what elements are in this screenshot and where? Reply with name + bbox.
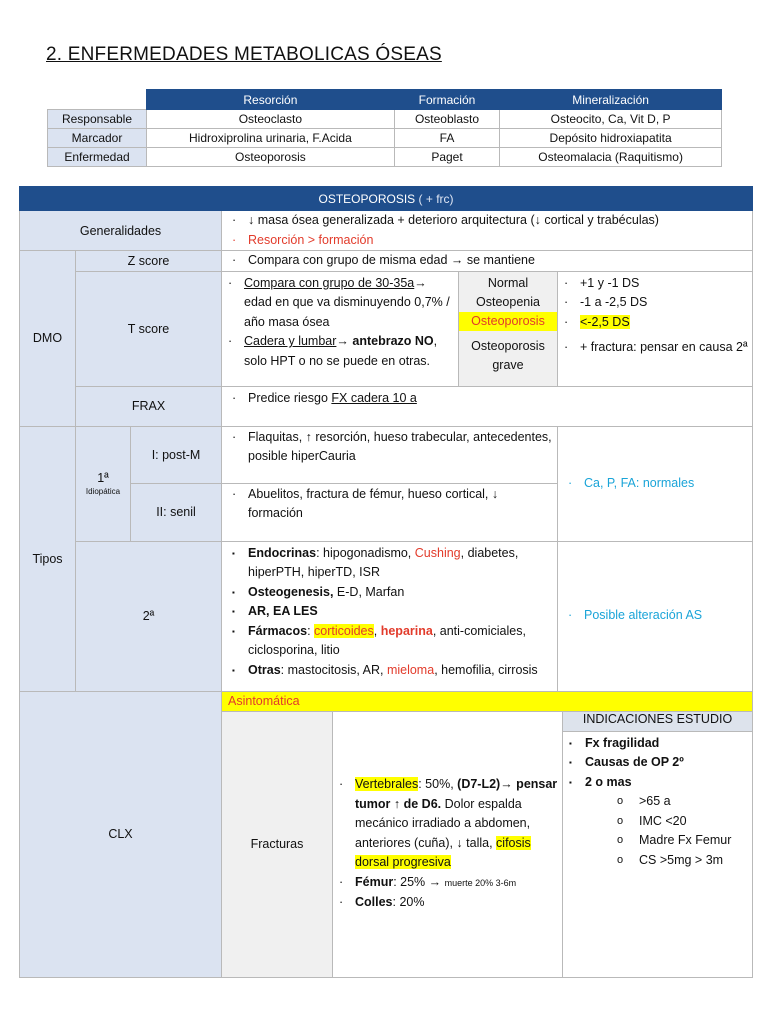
summary-cell: Osteoblasto [394, 110, 499, 129]
cushing-text: Cushing [414, 545, 461, 560]
fracturas-content [333, 712, 563, 977]
secondary-endocrinas [226, 544, 553, 583]
secondary-note: · Posible alteración AS [562, 606, 748, 626]
page-title: 2. ENFERMEDADES METABOLICAS ÓSEAS [46, 44, 442, 65]
tscore-label: T score [76, 271, 222, 386]
summary-row [48, 110, 722, 129]
secondary-ar [226, 602, 553, 622]
summary-cell: Osteomalacia (Raquitismo) [500, 148, 722, 167]
osteoporosis-title: OSTEOPOROSIS [318, 191, 416, 206]
clx-content [222, 711, 753, 977]
primary-label [76, 426, 131, 541]
tscore-cat-osteoporosis: Osteoporosis [459, 312, 557, 331]
senil-label: II: senil [131, 483, 222, 541]
summary-row-label: Marcador [48, 129, 147, 148]
summary-row [48, 148, 722, 167]
cifosis-text: cifosis dorsal progresiva [355, 835, 531, 870]
summary-cell: Depósito hidroxiapatita [500, 129, 722, 148]
summary-header-mineralizacion: Mineralización [500, 90, 722, 110]
vertebrales-desc: Dolor espalda mecánico irradiado a abdomen, anteriores (cuña), ↓ talla, [355, 796, 531, 850]
frax-label: FRAX [76, 386, 222, 426]
heparina-text: heparina [380, 623, 433, 638]
tscore-antebrazo: antebrazo NO [352, 334, 434, 348]
postm-content [222, 426, 558, 483]
tscore-cat-grave: Osteoporosis grave [471, 338, 545, 372]
endocrinas-rest: , diabetes, hiperPTH, hiperTD, ISR [248, 545, 519, 579]
summary-header-resorcion: Resorción [147, 90, 395, 110]
vertebrales-bold: (D7-L2)→ pensar tumor ↑ de D6. [355, 777, 558, 811]
indicacion-item: ▪ 2 o mas [563, 773, 752, 793]
colles-pct: : 20% [392, 895, 425, 910]
tipos-label: Tipos [20, 426, 76, 691]
zscore-line: · Compara con grupo de misma edad → se mantiene [226, 251, 748, 271]
fracturas-label: Fracturas [222, 712, 333, 977]
fractura-vertebral [333, 775, 558, 873]
otras-label: Otras [248, 662, 281, 677]
secondary-osteogenesis [226, 583, 553, 603]
farmacos-rest: , anti-comiciales, ciclosporina, litio [248, 623, 526, 657]
tscore-val: · + fractura: pensar en causa 2ª [558, 338, 752, 358]
primary-label-text: 1ª [97, 471, 109, 485]
otras-rest: , hemofilia, cirrosis [434, 662, 538, 677]
clx-label: CLX [20, 691, 222, 977]
senil-line: · Abuelitos, fractura de fémur, hueso cortical, ↓ formación [226, 485, 553, 524]
primary-sublabel: Idiopática [85, 487, 121, 496]
corticoides-text: corticoides [314, 623, 374, 638]
indicacion-subitem: o >65 a [563, 792, 752, 812]
secondary-otras [226, 661, 553, 681]
indicacion-subitem: o IMC <20 [563, 812, 752, 832]
tscore-content [222, 271, 753, 386]
indicacion-subitem: o CS >5mg > 3m [563, 851, 752, 871]
tscore-compare: Compara con grupo de 30-35a [244, 275, 415, 290]
frax-underlined: FX cadera 10 a [331, 390, 417, 405]
osteogenesis-label: Osteogenesis, [248, 584, 334, 599]
dmo-label: DMO [20, 251, 76, 427]
endocrinas-text: : hipogonadismo, [316, 545, 415, 560]
farmacos-label: Fármacos [248, 623, 308, 638]
primary-note: · Ca, P, FA: normales [562, 474, 748, 494]
osteoporosis-header-note: ( + frc) [415, 191, 454, 206]
tscore-cat-osteopenia: Osteopenia [476, 294, 540, 309]
tscore-val [558, 313, 752, 333]
generalidades-line: · Resorción > formación [226, 231, 748, 251]
tscore-line [222, 274, 454, 333]
postm-label: I: post-M [131, 426, 222, 483]
secondary-label: 2ª [76, 541, 222, 691]
secondary-farmacos [226, 622, 553, 661]
summary-cell: Osteoporosis [147, 148, 395, 167]
farmacos-sep: : [307, 623, 315, 638]
otras-text: : mastocitosis, AR, [280, 662, 387, 677]
summary-row-label: Enfermedad [48, 148, 147, 167]
tscore-val: · +1 y -1 DS [558, 274, 752, 294]
tscore-arrow: → [336, 334, 353, 348]
zscore-label: Z score [76, 251, 222, 272]
vertebrales-pct: : 50%, [418, 777, 458, 792]
vertebrales-text: Vertebrales [355, 777, 419, 792]
tscore-sites: Cadera y lumbar [244, 334, 337, 348]
tscore-sites-rest: , solo HPT o no se puede en otras. [244, 334, 438, 368]
osteoporosis-header [20, 187, 753, 211]
indicaciones-panel [563, 712, 752, 977]
secondary-content [222, 541, 558, 691]
tscore-val-highlight: <-2,5 DS [580, 314, 630, 329]
generalidades-label: Generalidades [20, 211, 222, 251]
generalidades-line: · ↓ masa ósea generalizada + deterioro arquitectura (↓ cortical y trabéculas) [226, 211, 748, 231]
summary-cell: Paget [394, 148, 499, 167]
endocrinas-label: Endocrinas [248, 545, 317, 560]
primary-note-cell [558, 426, 753, 541]
tscore-line [222, 332, 454, 371]
postm-line: · Flaquitas, ↑ resorción, hueso trabecular, antecedentes, posible hiperCauria [226, 428, 553, 467]
fractura-colles [333, 893, 558, 913]
osteogenesis-text: E-D, Marfan [333, 584, 405, 599]
summary-cell: Osteocito, Ca, Vit D, P [500, 110, 722, 129]
femur-pct: : 25% → [393, 874, 445, 889]
tscore-val: · -1 a -2,5 DS [558, 293, 752, 313]
summary-corner [48, 90, 147, 110]
indicaciones-header: INDICACIONES ESTUDIO [563, 712, 752, 731]
osteoporosis-table [19, 186, 753, 978]
indicacion-item: ▪ Causas de OP 2º [563, 753, 752, 773]
summary-row [48, 129, 722, 148]
summary-cell: FA [394, 129, 499, 148]
ar-label: AR, EA LES [248, 604, 318, 618]
frax-content [222, 386, 753, 426]
indicacion-item: ▪ Fx fragilidad [563, 734, 752, 754]
secondary-note-cell [558, 541, 753, 691]
summary-table [47, 89, 722, 167]
farmacos-comma: , [373, 623, 381, 638]
frax-text: Predice riesgo [248, 390, 332, 405]
femur-note: muerte 20% 3-6m [444, 877, 517, 888]
zscore-content [222, 251, 753, 272]
tscore-cat-normal: Normal [487, 275, 529, 290]
femur-label: Fémur [355, 874, 394, 889]
summary-row-label: Responsable [48, 110, 147, 129]
senil-content [222, 483, 558, 541]
frax-line [226, 389, 748, 409]
fractura-femur [333, 873, 558, 894]
tscore-compare-rest: → edad en que va disminuyendo 0,7% / año masa ósea [244, 275, 450, 329]
summary-cell: Hidroxiprolina urinaria, F.Acida [147, 129, 395, 148]
indicacion-subitem: o Madre Fx Femur [563, 831, 752, 851]
colles-label: Colles [355, 895, 393, 910]
summary-cell: Osteoclasto [147, 110, 395, 129]
generalidades-content [222, 211, 753, 251]
mieloma-text: mieloma [386, 662, 435, 677]
asintomatica-banner: Asintomática [222, 691, 753, 711]
summary-header-formacion: Formación [394, 90, 499, 110]
